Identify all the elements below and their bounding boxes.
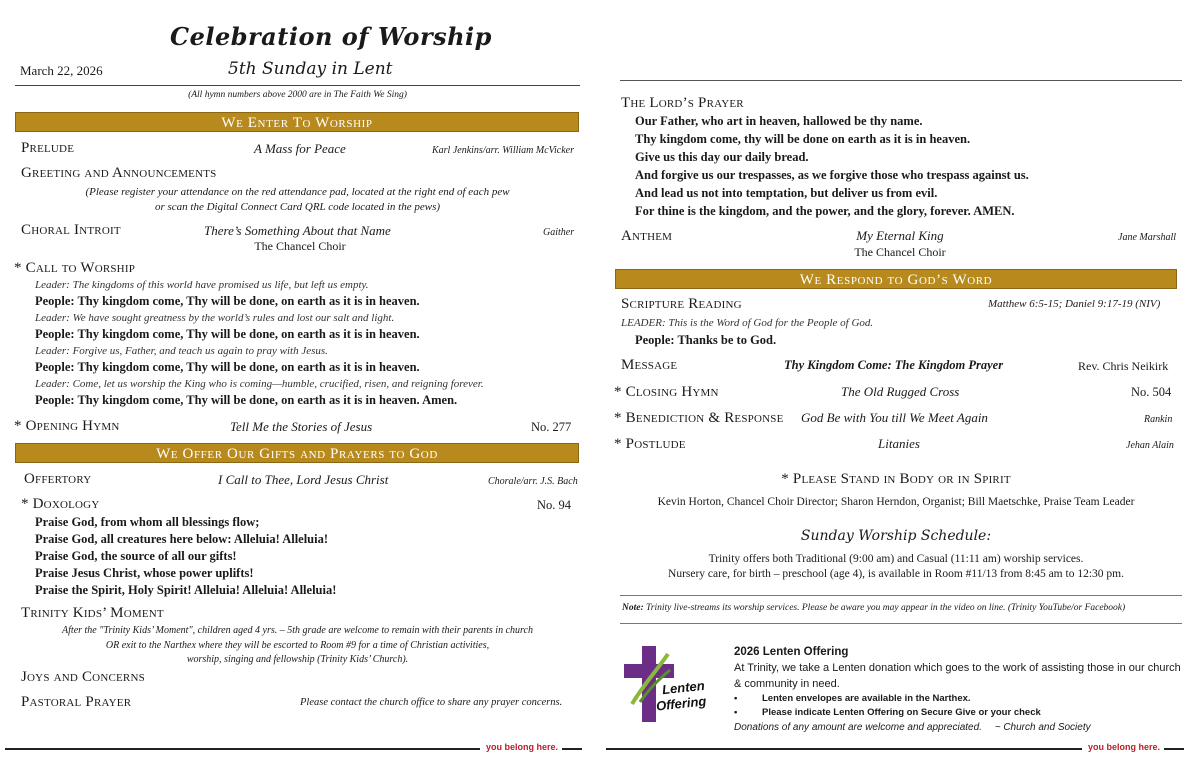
introit-title: There’s Something About that Name [204,223,391,238]
anthem-title: My Eternal King [856,228,944,243]
right-footer-rule-end [1164,748,1184,750]
bullet-icon: • [734,707,738,718]
lords-prayer-line-3: Give us this day our daily bread. [635,150,809,164]
benediction-credit: Rankin [1144,414,1173,425]
note-bottom-rule [620,623,1182,624]
lenten-offering-box [734,644,1184,736]
lords-prayer-line-4: And forgive us our trespasses, as we forgive those who trespass against us. [635,168,1029,182]
doxology-label: * Doxology [21,496,100,512]
call-leader-4: Leader: Come, let us worship the King who is coming—humble, crucified, risen, and reigning forever. [35,378,484,390]
message-title: Thy Kingdom Come: The Kingdom Prayer [784,358,1004,372]
pastoral-prayer-label: Pastoral Prayer [21,694,132,710]
opening-hymn-label: * Opening Hymn [14,418,120,434]
offertory-title: I Call to Thee, Lord Jesus Christ [218,472,389,487]
call-leader-2: Leader: We have sought greatness by the world’s rules and lost our salt and light. [35,312,395,324]
hymn-note: (All hymn numbers above 2000 are in The Faith We Sing) [188,90,407,100]
lenten-logo [622,644,730,724]
right-top-rule [620,80,1182,81]
header-rule [15,85,580,86]
lenten-title: 2026 Lenten Offering [734,646,849,658]
service-date: March 22, 2026 [20,63,103,78]
call-leader-1: Leader: The kingdoms of this world have promised us life, but left us empty. [35,279,369,291]
livestream-note [622,603,1182,613]
schedule-title: Sunday Worship Schedule: [800,528,992,544]
prelude-title: A Mass for Peace [254,141,346,156]
anthem-label: Anthem [621,228,673,244]
scripture-leader: LEADER: This is the Word of God for the People of God. [621,317,874,329]
liturgical-day: 5th Sunday in Lent [228,59,393,79]
message-label: Message [621,357,678,373]
call-people-2: People: Thy kingdom come, Thy will be done, on earth as it is in heaven. [35,327,420,341]
note-label: Note: [622,603,644,613]
section-band-enter: We Enter To Worship [15,112,579,132]
stand-notice: * Please Stand in Body or in Spirit [781,471,1011,487]
kids-note-1: After the "Trinity Kids’ Moment", children aged 4 yrs. – 5th grade are welcome to remain with their parents in church [62,625,533,636]
pastoral-prayer-note: Please contact the church office to share any prayer concerns. [300,697,563,708]
postlude-label: * Postlude [614,436,686,452]
section-band-respond: We Respond to God’s Word [615,269,1177,289]
postlude-credit: Jehan Alain [1126,440,1174,451]
lords-prayer-line-1: Our Father, who art in heaven, hallowed be thy name. [635,114,923,128]
closing-hymn-title: The Old Rugged Cross [841,384,960,399]
lenten-bullet-2-text: Please indicate Lenten Offering on Secure Give or your check [762,707,1041,718]
opening-hymn-number: No. 277 [531,420,572,434]
left-footer-rule [5,748,480,750]
doxology-line-2: Praise God, all creatures here below: Alleluia! Alleluia! [35,532,329,546]
offertory-label: Offertory [24,471,92,487]
right-footer-rule [606,748,1082,750]
greeting-label: Greeting and Announcements [21,165,217,181]
kids-moment-label: Trinity Kids’ Moment [21,605,164,621]
section-band-offer: We Offer Our Gifts and Prayers to God [15,443,579,463]
staff-list: Kevin Horton, Chancel Choir Director; Sharon Herndon, Organist; Bill Maetschke, Praise Team Leader [657,496,1135,508]
closing-hymn-label: * Closing Hymn [614,384,719,400]
call-people-4: People: Thy kingdom come, Thy will be done, on earth as it is in heaven. Amen. [35,393,458,407]
greeting-note-1: (Please register your attendance on the red attendance pad, located at the right end of each pew [85,186,510,198]
prelude-credit: Karl Jenkins/arr. William McVicker [432,145,575,156]
introit-label: Choral Introit [21,222,121,238]
call-to-worship-label: * Call to Worship [14,260,136,276]
left-footer-rule-end [562,748,582,750]
kids-note-3: worship, singing and fellowship (Trinity Kids’ Church). [186,654,409,665]
call-people-3: People: Thy kingdom come, Thy will be done, on earth as it is in heaven. [35,360,420,374]
schedule-line-1: Trinity offers both Traditional (9:00 am) and Casual (11:11 am) worship services. [708,553,1084,565]
schedule-line-2: Nursery care, for birth – preschool (age 4), is available in Room #11/13 from 8:45 am to 12:30 pm. [668,568,1124,580]
lenten-bullet-1-text: Lenten envelopes are available in the Narthex. [762,693,971,704]
postlude-title: Litanies [878,436,920,451]
greeting-note-2: or scan the Digital Connect Card QRL code located in the pews) [154,201,441,213]
introit-credit: Gaither [543,227,575,238]
bullet-icon: • [734,693,738,704]
doxology-line-3: Praise God, the source of all our gifts! [35,549,237,563]
opening-hymn-title: Tell Me the Stories of Jesus [230,419,373,434]
offertory-credit: Chorale/arr. J.S. Bach [488,476,578,487]
benediction-title: God Be with You till We Meet Again [801,410,988,425]
scripture-label: Scripture Reading [621,296,742,312]
bulletin-title: Celebration of Worship [170,22,492,51]
doxology-number: No. 94 [537,498,572,512]
doxology-line-5: Praise the Spirit, Holy Spirit! Alleluia! Alleluia! Alleluia! [35,583,337,597]
lords-prayer-line-2: Thy kingdom come, thy will be done on earth as it is in heaven. [635,132,971,146]
lenten-logo-word-1: Lenten [661,677,706,698]
prelude-label: Prelude [21,140,75,156]
lenten-footer [734,720,1184,736]
left-tagline: you belong here. [486,742,559,752]
note-top-rule [620,595,1182,596]
lords-prayer-line-5: And lead us not into temptation, but deliver us from evil. [635,186,938,200]
doxology-line-1: Praise God, from whom all blessings flow; [35,515,260,529]
scripture-reference: Matthew 6:5-15; Daniel 9:17-19 (NIV) [988,298,1161,310]
lenten-bullet-1 [734,692,1184,706]
lenten-body: At Trinity, we take a Lenten donation which goes to the work of assisting those in our church & community in need. [734,662,1181,690]
benediction-label: * Benediction & Response [614,410,784,426]
kids-note-2: OR exit to the Narthex where they will be escorted to Room #9 for a time of Christian activities, [105,640,490,651]
right-tagline: you belong here. [1088,742,1161,752]
lenten-footer-text: Donations of any amount are welcome and appreciated. [734,722,982,733]
closing-hymn-number: No. 504 [1131,385,1172,399]
lords-prayer-label: The Lord’s Prayer [621,95,744,111]
lenten-bullet-2 [734,706,1184,720]
lenten-attribution: ~ Church and Society [994,722,1091,733]
anthem-performer: The Chancel Choir [854,245,946,259]
lords-prayer-line-6: For thine is the kingdom, and the power, and the glory, forever. AMEN. [635,204,1015,218]
scripture-people: People: Thanks be to God. [635,333,777,347]
lenten-logo-word-2: Offering [655,693,707,714]
introit-performer: The Chancel Choir [254,239,346,253]
message-speaker: Rev. Chris Neikirk [1078,359,1169,373]
joys-concerns-label: Joys and Concerns [21,669,145,685]
doxology-line-4: Praise Jesus Christ, whose power uplifts! [35,566,254,580]
call-people-1: People: Thy kingdom come, Thy will be done, on earth as it is in heaven. [35,294,420,308]
anthem-credit: Jane Marshall [1118,232,1177,243]
note-text: Trinity live-streams its worship services. Please be aware you may appear in the video on line. (Trinity YouTube/or Facebook) [646,603,1126,613]
call-leader-3: Leader: Forgive us, Father, and teach us again to pray with Jesus. [35,345,328,357]
